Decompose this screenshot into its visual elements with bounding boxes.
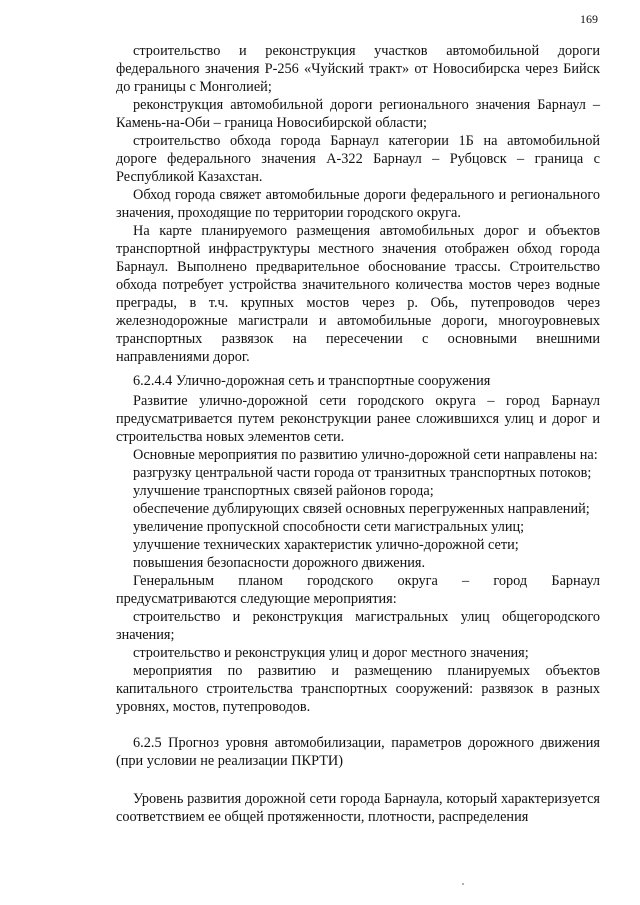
paragraph: Развитие улично-дорожной сети городского округа – город Барнаул предусматривается путем реконструкции ранее сложившихся улиц и дорог и строительства новых элементов сети. <box>116 393 600 445</box>
page-number: 169 <box>580 12 598 26</box>
section-heading: 6.2.5 Прогноз уровня автомобилизации, параметров дорожного движения (при условии не реализации ПКРТИ) <box>116 735 600 769</box>
list-item: разгрузку центральной части города от транзитных транспортных потоков; <box>133 465 592 481</box>
paragraph: На карте планируемого размещения автомобильных дорог и объектов транспортной инфраструктуры местного значения отображен обход города Барнаул. Выполнено предварительное обоснование трассы. Строительство обхода потребует устройства значительного количества мостов через водные преграды, в т.ч. крупных мостов через р. Обь, путепроводов через железнодорожные магистрали и автомобильные дороги, многоуровневых транспортных развязок на пересечении с основными внешними направлениями дорог. <box>116 223 600 365</box>
list-item: повышения безопасности дорожного движения. <box>133 555 426 571</box>
list-item: строительство и реконструкция улиц и дорог местного значения; <box>133 645 529 661</box>
paragraph: реконструкция автомобильной дороги регионального значения Барнаул – Камень-на-Оби – граница Новосибирской области; <box>116 97 600 131</box>
paragraph: строительство обхода города Барнаул категории 1Б на автомобильной дороге федерального значения А-322 Барнаул – Рубцовск – граница с Республикой Казахстан. <box>116 133 600 185</box>
subsection-heading: 6.2.4.4 Улично-дорожная сеть и транспортные сооружения <box>133 373 491 389</box>
scan-speck <box>462 883 464 885</box>
paragraph: строительство и реконструкция участков автомобильной дороги федерального значения Р-256 «Чуйский тракт» от Новосибирска через Бийск до границы с Монголией; <box>116 43 600 95</box>
list-item: улучшение технических характеристик улично-дорожной сети; <box>133 537 519 553</box>
paragraph: Основные мероприятия по развитию улично-дорожной сети направлены на: <box>133 447 598 463</box>
list-item: обеспечение дублирующих связей основных перегруженных направлений; <box>133 501 590 517</box>
document-body <box>116 42 600 826</box>
paragraph: Уровень развития дорожной сети города Барнаула, который характеризуется соответствием ее общей протяженности, плотности, распределения <box>116 791 600 825</box>
list-item: мероприятия по развитию и размещению планируемых объектов капитального строительства транспортных сооружений: развязок в разных уровнях, мостов, путепроводов. <box>116 663 600 715</box>
paragraph: Обход города свяжет автомобильные дороги федерального и регионального значения, проходящие по территории городского округа. <box>116 187 600 221</box>
paragraph: Генеральным планом городского округа – город Барнаул предусматриваются следующие мероприятия: <box>116 573 600 607</box>
list-item: увеличение пропускной способности сети магистральных улиц; <box>133 519 525 535</box>
list-item: улучшение транспортных связей районов города; <box>133 483 434 499</box>
list-item: строительство и реконструкция магистральных улиц общегородского значения; <box>116 609 600 643</box>
